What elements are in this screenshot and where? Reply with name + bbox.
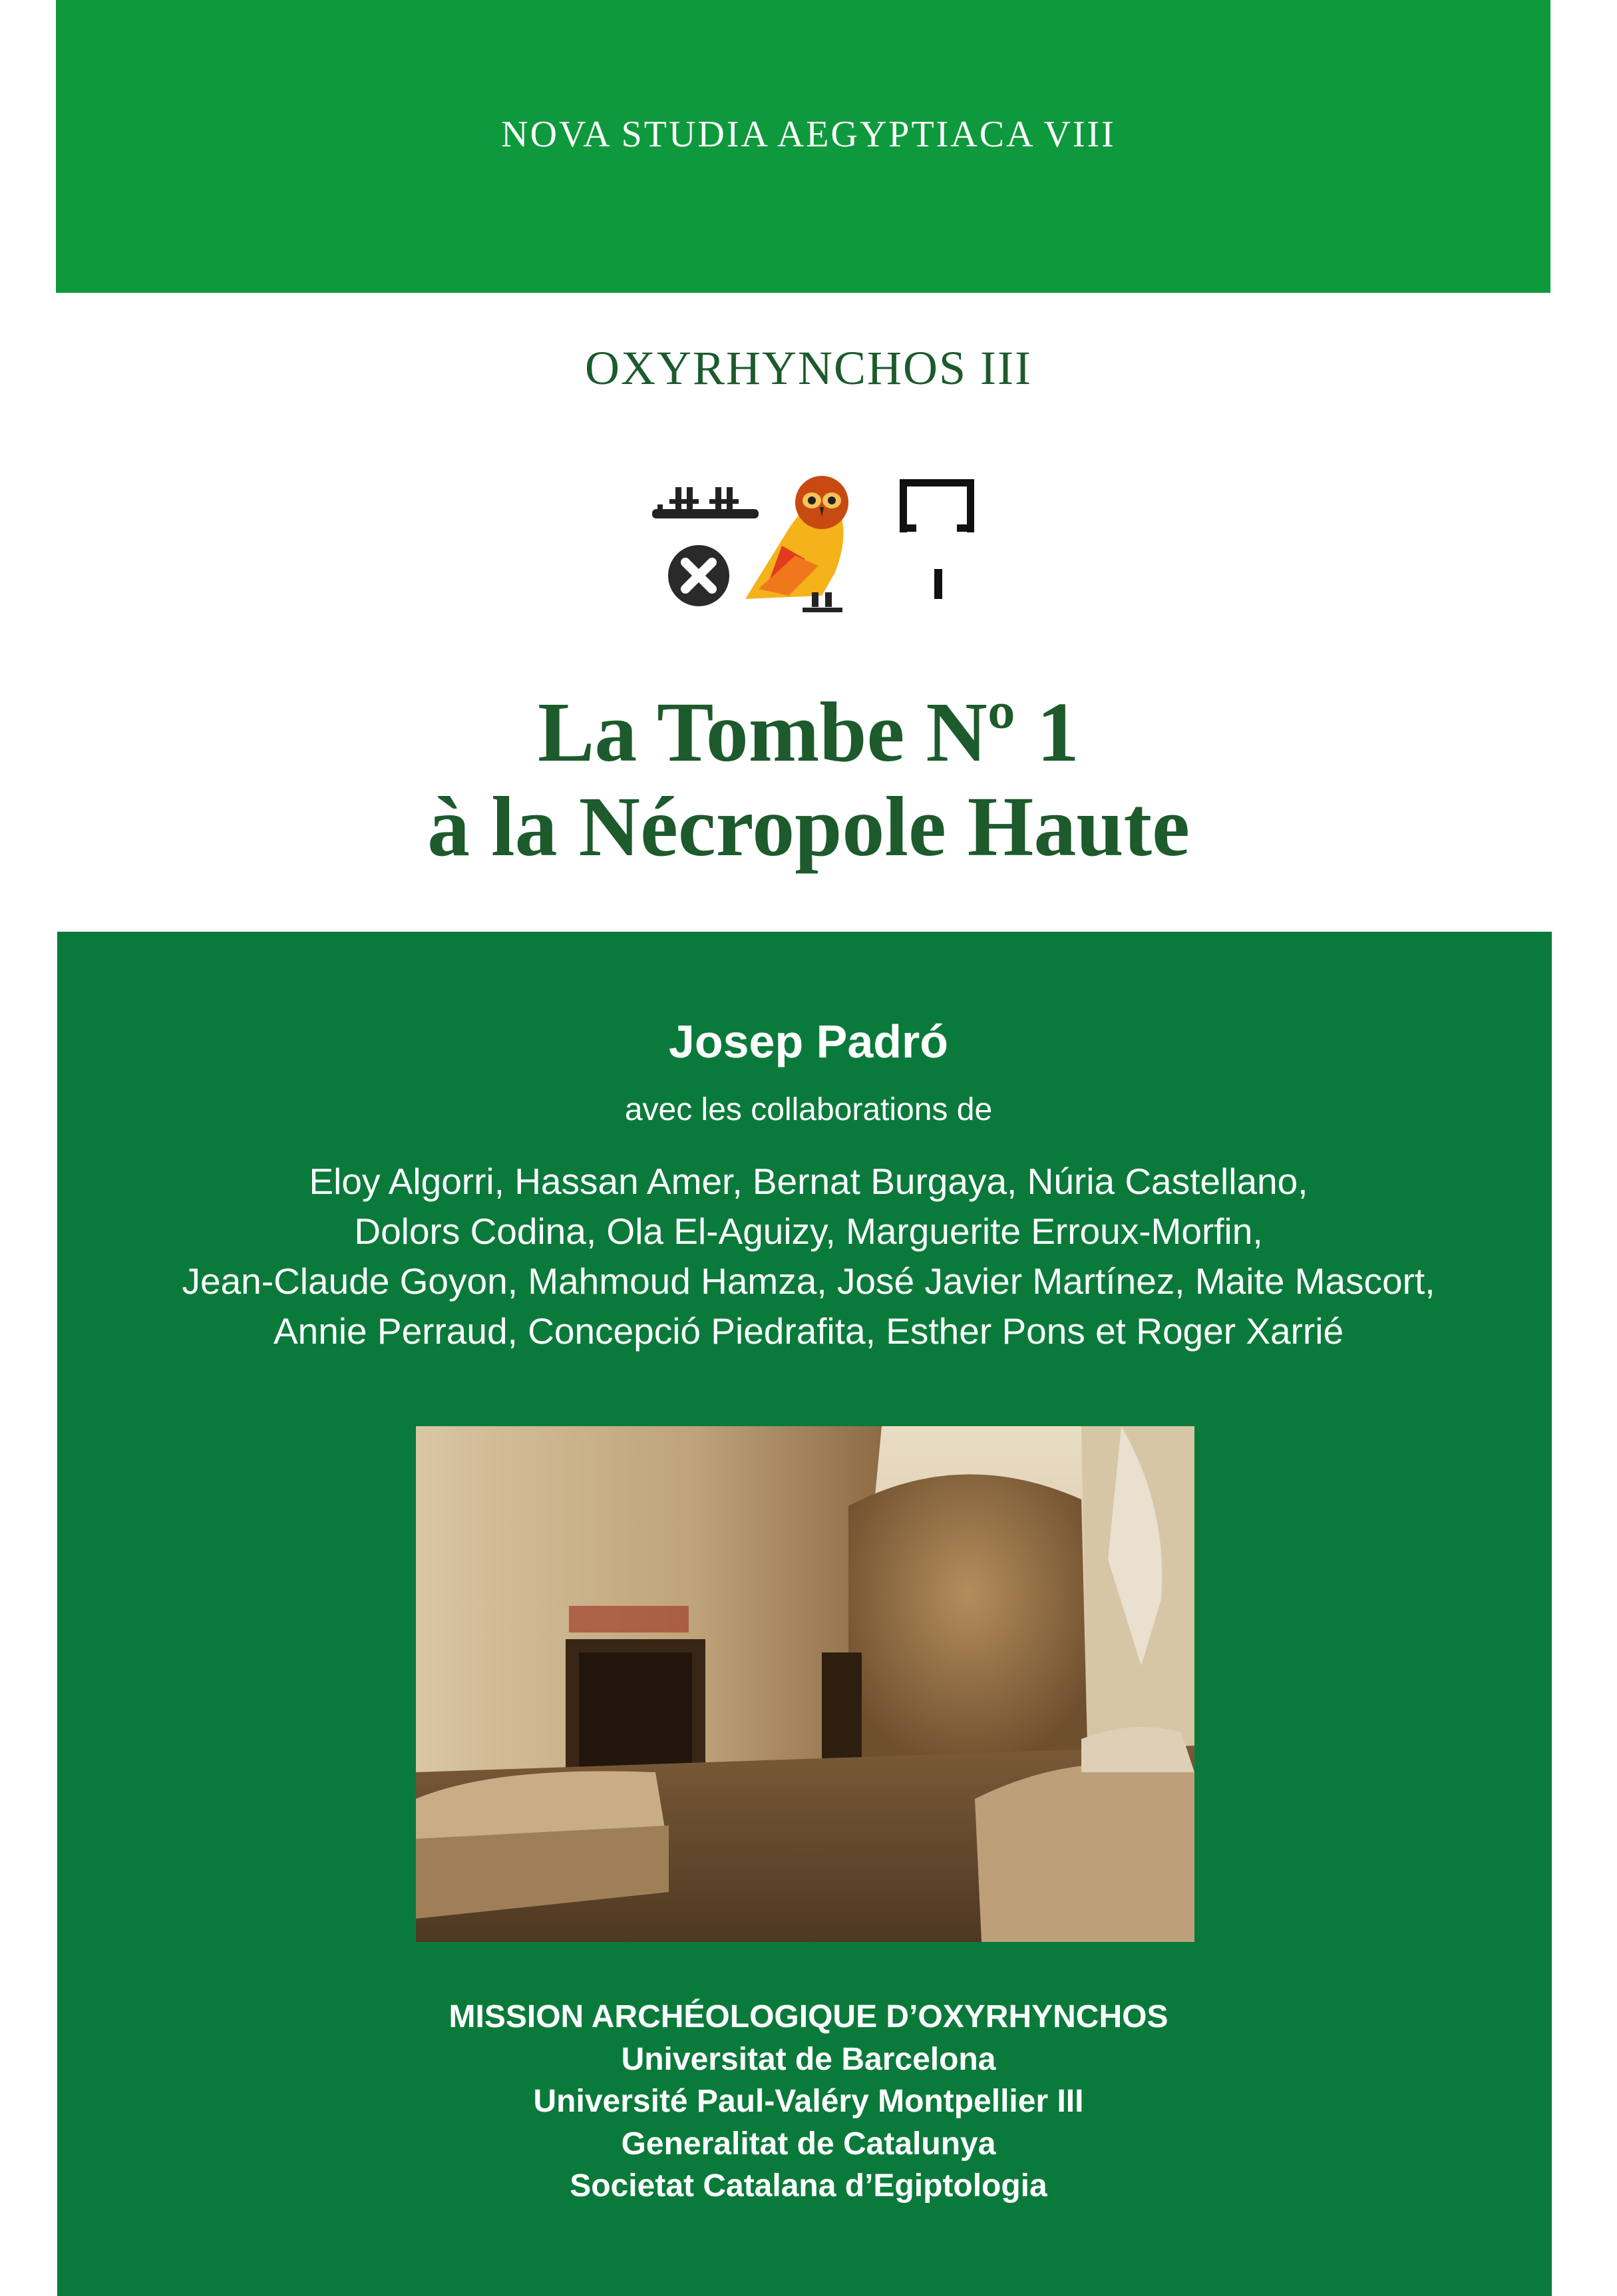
collaborators-line: Dolors Codina, Ola El-Aguizy, Marguerite Erroux-Morfin, [354,1211,1263,1252]
institution-line: Societat Catalana d’Egiptologia [570,2168,1047,2203]
author-name: Josep Padró [668,1016,949,1067]
series-title: NOVA STUDIA AEGYPTIACA VIII [501,114,1116,155]
collaborators-line: Eloy Algorri, Hassan Amer, Bernat Burgaya, Núria Castellano, [309,1161,1308,1202]
institution-line: Universitat de Barcelona [621,2042,996,2077]
oxyrhynchos-hieroglyph-owl-icon [645,466,985,619]
collaborators-line: Annie Perraud, Concepció Piedrafita, Esther Pons et Roger Xarrié [273,1310,1344,1352]
collaborations-intro: avec les collaborations de [624,1092,993,1127]
institution-line: MISSION ARCHÉOLOGIQUE D’OXYRHYNCHOS [449,1999,1168,2034]
site-title: OXYRHYNCHOS III [585,341,1032,395]
institution-line: Université Paul-Valéry Montpellier III [533,2084,1084,2119]
institution-line: Generalitat de Catalunya [621,2126,996,2162]
collaborators-line: Jean-Claude Goyon, Mahmoud Hamza, José Javier Martínez, Maite Mascort, [182,1260,1435,1302]
main-title-line-1: La Tombe Nº 1 [538,685,1079,779]
main-title-line-2: à la Nécropole Haute [427,779,1190,874]
tomb-interior-photo [416,1426,1194,1942]
